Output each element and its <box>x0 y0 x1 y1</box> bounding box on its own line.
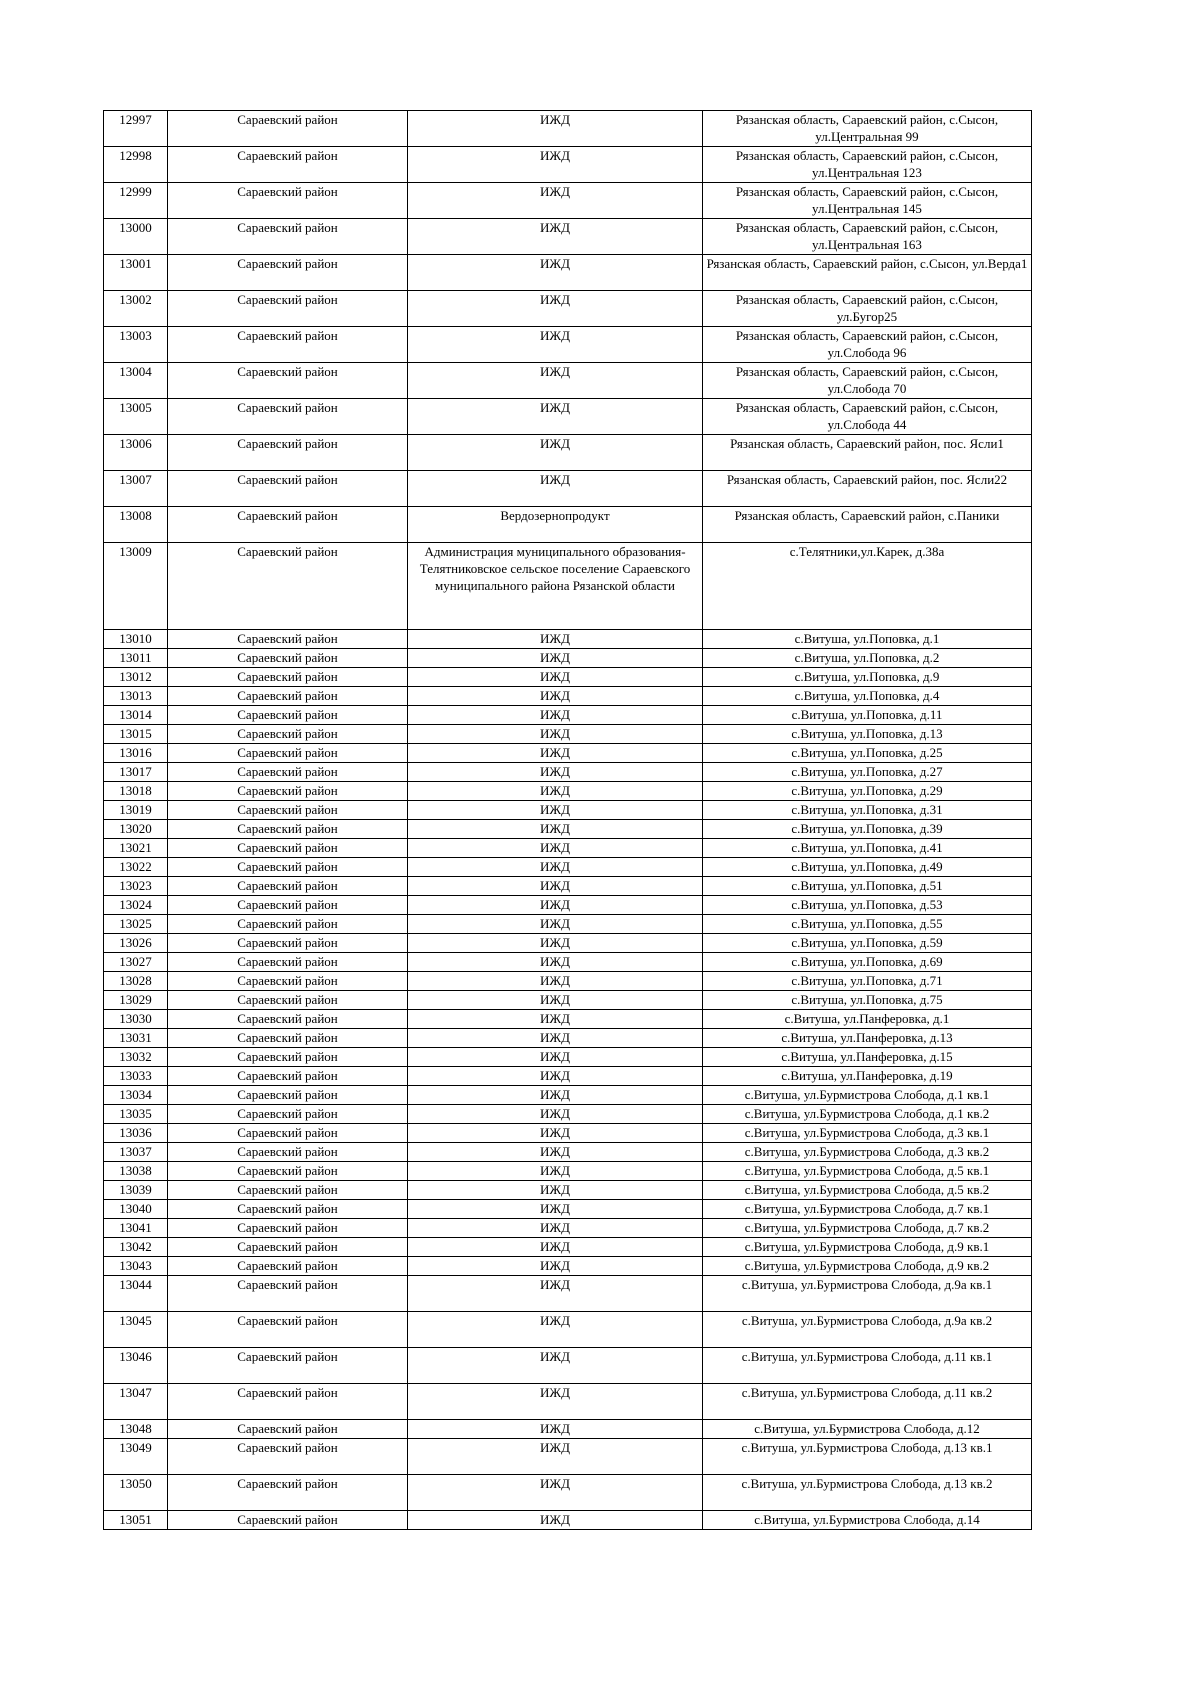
record-id-cell: 13041 <box>104 1219 168 1238</box>
record-id-cell: 13002 <box>104 291 168 327</box>
address-cell: Рязанская область, Сараевский район, с.Сысон, ул.Центральная 123 <box>703 147 1032 183</box>
table-row <box>104 1238 1032 1257</box>
record-id-cell: 13018 <box>104 782 168 801</box>
record-id-cell: 13006 <box>104 435 168 471</box>
district-cell: Сараевский район <box>168 1124 408 1143</box>
table-row <box>104 896 1032 915</box>
table-row <box>104 1439 1032 1475</box>
district-cell: Сараевский район <box>168 1048 408 1067</box>
object-type-cell: ИЖД <box>408 147 703 183</box>
district-cell: Сараевский район <box>168 543 408 630</box>
object-type-cell: ИЖД <box>408 782 703 801</box>
object-type-cell: ИЖД <box>408 1067 703 1086</box>
object-type-cell: ИЖД <box>408 1348 703 1384</box>
district-cell: Сараевский район <box>168 219 408 255</box>
table-row <box>104 543 1032 630</box>
table-row <box>104 725 1032 744</box>
record-id-cell: 13004 <box>104 363 168 399</box>
district-cell: Сараевский район <box>168 1200 408 1219</box>
table-row <box>104 363 1032 399</box>
record-id-cell: 13044 <box>104 1276 168 1312</box>
table-row <box>104 507 1032 543</box>
address-cell: с.Витуша, ул.Панферовка, д.19 <box>703 1067 1032 1086</box>
district-cell: Сараевский район <box>168 327 408 363</box>
district-cell: Сараевский район <box>168 471 408 507</box>
table-row <box>104 399 1032 435</box>
district-cell: Сараевский район <box>168 725 408 744</box>
district-cell: Сараевский район <box>168 363 408 399</box>
address-cell: с.Витуша, ул.Поповка, д.9 <box>703 668 1032 687</box>
district-cell: Сараевский район <box>168 1029 408 1048</box>
record-id-cell: 13005 <box>104 399 168 435</box>
district-cell: Сараевский район <box>168 763 408 782</box>
object-type-cell: ИЖД <box>408 820 703 839</box>
object-type-cell: ИЖД <box>408 972 703 991</box>
district-cell: Сараевский район <box>168 183 408 219</box>
table-row <box>104 435 1032 471</box>
object-type-cell: Администрация муниципального образования-Телятниковское сельское поселение Сараевского муниципального района Рязанской области <box>408 543 703 630</box>
object-type-cell: ИЖД <box>408 1475 703 1511</box>
record-id-cell: 13011 <box>104 649 168 668</box>
district-cell: Сараевский район <box>168 1384 408 1420</box>
address-cell: с.Витуша, ул.Поповка, д.41 <box>703 839 1032 858</box>
table-row <box>104 255 1032 291</box>
address-cell: с.Витуша, ул.Бурмистрова Слобода, д.1 кв.2 <box>703 1105 1032 1124</box>
district-cell: Сараевский район <box>168 706 408 725</box>
address-cell: Рязанская область, Сараевский район, с.Сысон, ул.Центральная 145 <box>703 183 1032 219</box>
district-cell: Сараевский район <box>168 972 408 991</box>
district-cell: Сараевский район <box>168 801 408 820</box>
district-cell: Сараевский район <box>168 111 408 147</box>
district-cell: Сараевский район <box>168 649 408 668</box>
address-cell: с.Витуша, ул.Бурмистрова Слобода, д.3 кв.2 <box>703 1143 1032 1162</box>
record-id-cell: 13034 <box>104 1086 168 1105</box>
record-id-cell: 13025 <box>104 915 168 934</box>
district-cell: Сараевский район <box>168 1348 408 1384</box>
object-type-cell: ИЖД <box>408 687 703 706</box>
table-row <box>104 1067 1032 1086</box>
object-type-cell: ИЖД <box>408 953 703 972</box>
table-row <box>104 801 1032 820</box>
address-cell: с.Витуша, ул.Поповка, д.39 <box>703 820 1032 839</box>
object-type-cell: ИЖД <box>408 327 703 363</box>
address-cell: с.Витуша, ул.Поповка, д.13 <box>703 725 1032 744</box>
address-cell: с.Витуша, ул.Поповка, д.25 <box>703 744 1032 763</box>
record-id-cell: 13051 <box>104 1511 168 1530</box>
table-row <box>104 1384 1032 1420</box>
table-row <box>104 953 1032 972</box>
object-type-cell: ИЖД <box>408 1200 703 1219</box>
record-id-cell: 13000 <box>104 219 168 255</box>
district-cell: Сараевский район <box>168 147 408 183</box>
address-cell: с.Витуша, ул.Бурмистрова Слобода, д.13 кв.1 <box>703 1439 1032 1475</box>
address-cell: с.Витуша, ул.Бурмистрова Слобода, д.9 кв.2 <box>703 1257 1032 1276</box>
district-cell: Сараевский район <box>168 507 408 543</box>
record-id-cell: 13022 <box>104 858 168 877</box>
object-type-cell: ИЖД <box>408 1276 703 1312</box>
record-id-cell: 13003 <box>104 327 168 363</box>
table-row <box>104 877 1032 896</box>
object-type-cell: ИЖД <box>408 471 703 507</box>
object-type-cell: ИЖД <box>408 435 703 471</box>
district-cell: Сараевский район <box>168 668 408 687</box>
object-type-cell: ИЖД <box>408 1257 703 1276</box>
record-id-cell: 13048 <box>104 1420 168 1439</box>
table-row <box>104 972 1032 991</box>
object-type-cell: ИЖД <box>408 1048 703 1067</box>
object-type-cell: ИЖД <box>408 896 703 915</box>
district-cell: Сараевский район <box>168 1105 408 1124</box>
records-table-body <box>104 111 1032 1530</box>
object-type-cell: ИЖД <box>408 630 703 649</box>
record-id-cell: 13036 <box>104 1124 168 1143</box>
record-id-cell: 13024 <box>104 896 168 915</box>
address-cell: с.Витуша, ул.Поповка, д.29 <box>703 782 1032 801</box>
table-row <box>104 1105 1032 1124</box>
address-cell: с.Витуша, ул.Бурмистрова Слобода, д.12 <box>703 1420 1032 1439</box>
table-row <box>104 1143 1032 1162</box>
table-row <box>104 915 1032 934</box>
record-id-cell: 13009 <box>104 543 168 630</box>
object-type-cell: ИЖД <box>408 1511 703 1530</box>
table-row <box>104 687 1032 706</box>
object-type-cell: ИЖД <box>408 934 703 953</box>
table-row <box>104 1511 1032 1530</box>
object-type-cell: ИЖД <box>408 1219 703 1238</box>
record-id-cell: 13039 <box>104 1181 168 1200</box>
object-type-cell: ИЖД <box>408 706 703 725</box>
record-id-cell: 13030 <box>104 1010 168 1029</box>
district-cell: Сараевский район <box>168 1162 408 1181</box>
address-cell: Рязанская область, Сараевский район, с.Паники <box>703 507 1032 543</box>
record-id-cell: 13028 <box>104 972 168 991</box>
district-cell: Сараевский район <box>168 934 408 953</box>
object-type-cell: ИЖД <box>408 858 703 877</box>
district-cell: Сараевский район <box>168 291 408 327</box>
record-id-cell: 13010 <box>104 630 168 649</box>
table-row <box>104 706 1032 725</box>
district-cell: Сараевский район <box>168 915 408 934</box>
record-id-cell: 13043 <box>104 1257 168 1276</box>
object-type-cell: ИЖД <box>408 725 703 744</box>
record-id-cell: 13042 <box>104 1238 168 1257</box>
table-row <box>104 1257 1032 1276</box>
district-cell: Сараевский район <box>168 744 408 763</box>
district-cell: Сараевский район <box>168 1010 408 1029</box>
object-type-cell: ИЖД <box>408 668 703 687</box>
record-id-cell: 13017 <box>104 763 168 782</box>
table-row <box>104 991 1032 1010</box>
district-cell: Сараевский район <box>168 839 408 858</box>
record-id-cell: 13049 <box>104 1439 168 1475</box>
object-type-cell: ИЖД <box>408 649 703 668</box>
record-id-cell: 13026 <box>104 934 168 953</box>
table-row <box>104 1219 1032 1238</box>
address-cell: Рязанская область, Сараевский район, пос. Ясли22 <box>703 471 1032 507</box>
address-cell: с.Витуша, ул.Бурмистрова Слобода, д.9 кв.1 <box>703 1238 1032 1257</box>
record-id-cell: 13007 <box>104 471 168 507</box>
object-type-cell: ИЖД <box>408 1162 703 1181</box>
district-cell: Сараевский район <box>168 953 408 972</box>
address-cell: с.Витуша, ул.Поповка, д.75 <box>703 991 1032 1010</box>
district-cell: Сараевский район <box>168 687 408 706</box>
record-id-cell: 13019 <box>104 801 168 820</box>
record-id-cell: 13008 <box>104 507 168 543</box>
district-cell: Сараевский район <box>168 896 408 915</box>
table-row <box>104 183 1032 219</box>
address-cell: с.Витуша, ул.Поповка, д.1 <box>703 630 1032 649</box>
object-type-cell: ИЖД <box>408 363 703 399</box>
table-row <box>104 1475 1032 1511</box>
address-cell: с.Витуша, ул.Поповка, д.53 <box>703 896 1032 915</box>
table-row <box>104 858 1032 877</box>
object-type-cell: ИЖД <box>408 183 703 219</box>
address-cell: с.Витуша, ул.Поповка, д.71 <box>703 972 1032 991</box>
address-cell: с.Витуша, ул.Поповка, д.11 <box>703 706 1032 725</box>
record-id-cell: 13031 <box>104 1029 168 1048</box>
district-cell: Сараевский район <box>168 782 408 801</box>
object-type-cell: ИЖД <box>408 399 703 435</box>
record-id-cell: 13046 <box>104 1348 168 1384</box>
object-type-cell: Вердозернопродукт <box>408 507 703 543</box>
address-cell: с.Витуша, ул.Поповка, д.51 <box>703 877 1032 896</box>
address-cell: Рязанская область, Сараевский район, с.Сысон, ул.Слобода 96 <box>703 327 1032 363</box>
address-cell: с.Витуша, ул.Бурмистрова Слобода, д.7 кв.2 <box>703 1219 1032 1238</box>
record-id-cell: 13015 <box>104 725 168 744</box>
table-row <box>104 668 1032 687</box>
record-id-cell: 13001 <box>104 255 168 291</box>
district-cell: Сараевский район <box>168 1420 408 1439</box>
object-type-cell: ИЖД <box>408 763 703 782</box>
table-row <box>104 111 1032 147</box>
table-row <box>104 763 1032 782</box>
record-id-cell: 13037 <box>104 1143 168 1162</box>
table-row <box>104 1312 1032 1348</box>
records-table <box>103 110 1032 1530</box>
address-cell: Рязанская область, Сараевский район, с.Сысон, ул.Верда1 <box>703 255 1032 291</box>
address-cell: с.Витуша, ул.Поповка, д.59 <box>703 934 1032 953</box>
object-type-cell: ИЖД <box>408 1181 703 1200</box>
record-id-cell: 12997 <box>104 111 168 147</box>
object-type-cell: ИЖД <box>408 219 703 255</box>
district-cell: Сараевский район <box>168 630 408 649</box>
record-id-cell: 13029 <box>104 991 168 1010</box>
object-type-cell: ИЖД <box>408 744 703 763</box>
address-cell: с.Витуша, ул.Панферовка, д.15 <box>703 1048 1032 1067</box>
table-row <box>104 934 1032 953</box>
table-row <box>104 1420 1032 1439</box>
address-cell: Рязанская область, Сараевский район, пос. Ясли1 <box>703 435 1032 471</box>
district-cell: Сараевский район <box>168 877 408 896</box>
record-id-cell: 12999 <box>104 183 168 219</box>
table-row <box>104 471 1032 507</box>
district-cell: Сараевский район <box>168 1067 408 1086</box>
district-cell: Сараевский район <box>168 991 408 1010</box>
district-cell: Сараевский район <box>168 1257 408 1276</box>
address-cell: Рязанская область, Сараевский район, с.Сысон, ул.Центральная 163 <box>703 219 1032 255</box>
object-type-cell: ИЖД <box>408 291 703 327</box>
district-cell: Сараевский район <box>168 1143 408 1162</box>
address-cell: с.Витуша, ул.Бурмистрова Слобода, д.3 кв.1 <box>703 1124 1032 1143</box>
record-id-cell: 13021 <box>104 839 168 858</box>
record-id-cell: 13014 <box>104 706 168 725</box>
address-cell: с.Витуша, ул.Бурмистрова Слобода, д.5 кв.2 <box>703 1181 1032 1200</box>
district-cell: Сараевский район <box>168 1086 408 1105</box>
object-type-cell: ИЖД <box>408 1420 703 1439</box>
district-cell: Сараевский район <box>168 435 408 471</box>
address-cell: с.Витуша, ул.Поповка, д.31 <box>703 801 1032 820</box>
table-row <box>104 1029 1032 1048</box>
address-cell: с.Витуша, ул.Поповка, д.49 <box>703 858 1032 877</box>
table-row <box>104 219 1032 255</box>
address-cell: с.Витуша, ул.Бурмистрова Слобода, д.11 кв.2 <box>703 1384 1032 1420</box>
table-row <box>104 782 1032 801</box>
record-id-cell: 13020 <box>104 820 168 839</box>
record-id-cell: 13035 <box>104 1105 168 1124</box>
table-row <box>104 744 1032 763</box>
object-type-cell: ИЖД <box>408 1086 703 1105</box>
address-cell: с.Витуша, ул.Бурмистрова Слобода, д.13 кв.2 <box>703 1475 1032 1511</box>
record-id-cell: 13012 <box>104 668 168 687</box>
address-cell: с.Витуша, ул.Бурмистрова Слобода, д.1 кв.1 <box>703 1086 1032 1105</box>
table-row <box>104 1348 1032 1384</box>
table-row <box>104 1162 1032 1181</box>
object-type-cell: ИЖД <box>408 1384 703 1420</box>
table-row <box>104 1200 1032 1219</box>
address-cell: с.Витуша, ул.Поповка, д.27 <box>703 763 1032 782</box>
object-type-cell: ИЖД <box>408 915 703 934</box>
address-cell: с.Витуша, ул.Бурмистрова Слобода, д.7 кв.1 <box>703 1200 1032 1219</box>
object-type-cell: ИЖД <box>408 1143 703 1162</box>
table-row <box>104 839 1032 858</box>
object-type-cell: ИЖД <box>408 111 703 147</box>
address-cell: с.Витуша, ул.Бурмистрова Слобода, д.14 <box>703 1511 1032 1530</box>
table-row <box>104 291 1032 327</box>
record-id-cell: 13047 <box>104 1384 168 1420</box>
table-row <box>104 1181 1032 1200</box>
district-cell: Сараевский район <box>168 1181 408 1200</box>
address-cell: с.Витуша, ул.Бурмистрова Слобода, д.11 кв.1 <box>703 1348 1032 1384</box>
object-type-cell: ИЖД <box>408 991 703 1010</box>
record-id-cell: 13023 <box>104 877 168 896</box>
district-cell: Сараевский район <box>168 858 408 877</box>
address-cell: с.Витуша, ул.Поповка, д.4 <box>703 687 1032 706</box>
record-id-cell: 13045 <box>104 1312 168 1348</box>
object-type-cell: ИЖД <box>408 1010 703 1029</box>
district-cell: Сараевский район <box>168 1439 408 1475</box>
address-cell: Рязанская область, Сараевский район, с.Сысон, ул.Центральная 99 <box>703 111 1032 147</box>
address-cell: с.Витуша, ул.Бурмистрова Слобода, д.5 кв.1 <box>703 1162 1032 1181</box>
address-cell: с.Витуша, ул.Поповка, д.55 <box>703 915 1032 934</box>
object-type-cell: ИЖД <box>408 839 703 858</box>
record-id-cell: 13050 <box>104 1475 168 1511</box>
table-row <box>104 1124 1032 1143</box>
address-cell: с.Витуша, ул.Бурмистрова Слобода, д.9а кв.1 <box>703 1276 1032 1312</box>
record-id-cell: 13027 <box>104 953 168 972</box>
object-type-cell: ИЖД <box>408 877 703 896</box>
table-row <box>104 630 1032 649</box>
record-id-cell: 13016 <box>104 744 168 763</box>
address-cell: с.Витуша, ул.Поповка, д.2 <box>703 649 1032 668</box>
address-cell: с.Витуша, ул.Панферовка, д.13 <box>703 1029 1032 1048</box>
record-id-cell: 13032 <box>104 1048 168 1067</box>
table-row <box>104 327 1032 363</box>
district-cell: Сараевский район <box>168 399 408 435</box>
record-id-cell: 12998 <box>104 147 168 183</box>
table-row <box>104 1048 1032 1067</box>
table-row <box>104 1276 1032 1312</box>
district-cell: Сараевский район <box>168 1511 408 1530</box>
object-type-cell: ИЖД <box>408 1312 703 1348</box>
object-type-cell: ИЖД <box>408 1124 703 1143</box>
district-cell: Сараевский район <box>168 1219 408 1238</box>
record-id-cell: 13013 <box>104 687 168 706</box>
address-cell: с.Витуша, ул.Поповка, д.69 <box>703 953 1032 972</box>
district-cell: Сараевский район <box>168 1312 408 1348</box>
table-row <box>104 649 1032 668</box>
district-cell: Сараевский район <box>168 820 408 839</box>
address-cell: с.Витуша, ул.Бурмистрова Слобода, д.9а кв.2 <box>703 1312 1032 1348</box>
object-type-cell: ИЖД <box>408 1029 703 1048</box>
object-type-cell: ИЖД <box>408 1105 703 1124</box>
record-id-cell: 13040 <box>104 1200 168 1219</box>
address-cell: Рязанская область, Сараевский район, с.Сысон, ул.Слобода 44 <box>703 399 1032 435</box>
address-cell: Рязанская область, Сараевский район, с.Сысон, ул.Бугор25 <box>703 291 1032 327</box>
record-id-cell: 13038 <box>104 1162 168 1181</box>
table-row <box>104 820 1032 839</box>
record-id-cell: 13033 <box>104 1067 168 1086</box>
address-cell: с.Витуша, ул.Панферовка, д.1 <box>703 1010 1032 1029</box>
district-cell: Сараевский район <box>168 1475 408 1511</box>
object-type-cell: ИЖД <box>408 1238 703 1257</box>
district-cell: Сараевский район <box>168 1276 408 1312</box>
address-cell: Рязанская область, Сараевский район, с.Сысон, ул.Слобода 70 <box>703 363 1032 399</box>
object-type-cell: ИЖД <box>408 255 703 291</box>
district-cell: Сараевский район <box>168 255 408 291</box>
address-cell: с.Телятники,ул.Карек, д.38а <box>703 543 1032 630</box>
object-type-cell: ИЖД <box>408 801 703 820</box>
district-cell: Сараевский район <box>168 1238 408 1257</box>
object-type-cell: ИЖД <box>408 1439 703 1475</box>
table-row <box>104 1086 1032 1105</box>
table-row <box>104 1010 1032 1029</box>
table-row <box>104 147 1032 183</box>
